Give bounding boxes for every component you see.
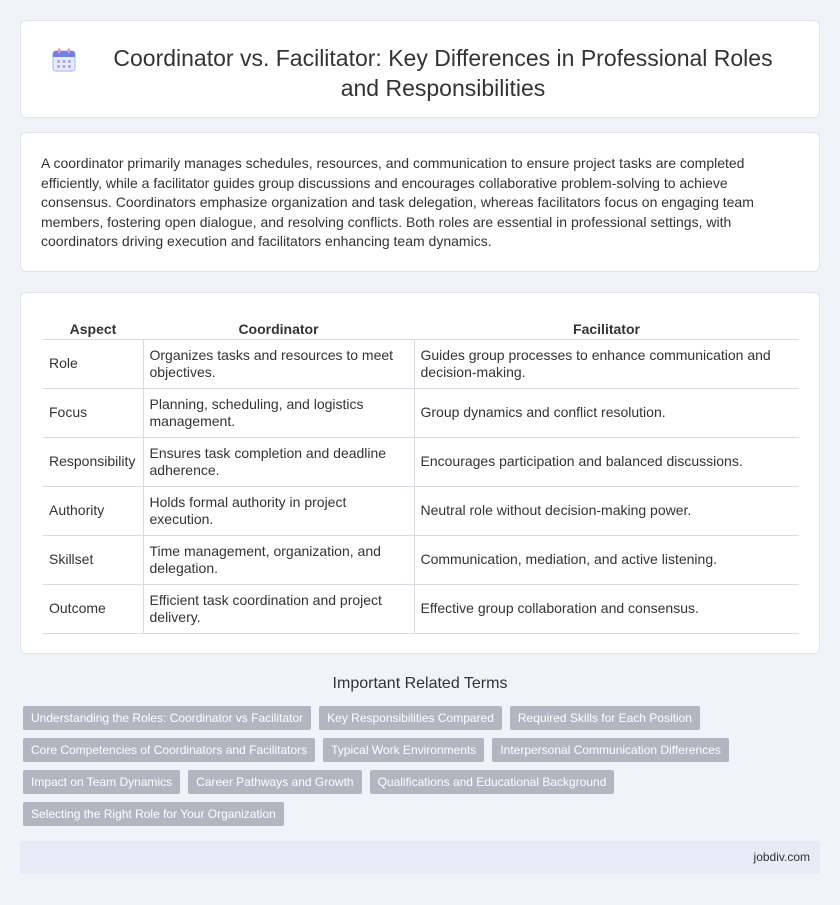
title-card: [20, 20, 820, 118]
facilitator-cell: Neutral role without decision-making power.: [414, 486, 799, 535]
footer: [20, 841, 820, 874]
coordinator-cell: Time management, organization, and delegation.: [143, 535, 414, 584]
facilitator-cell: Guides group processes to enhance communication and decision-making.: [414, 339, 799, 388]
aspect-cell: Responsibility: [43, 437, 143, 486]
table-header-row: [43, 313, 799, 339]
aspect-cell: Skillset: [43, 535, 143, 584]
related-term-tag[interactable]: Understanding the Roles: Coordinator vs Facilitator: [23, 706, 311, 730]
related-term-tag[interactable]: Selecting the Right Role for Your Organization: [23, 802, 284, 826]
facilitator-cell: Group dynamics and conflict resolution.: [414, 388, 799, 437]
table-row: [43, 388, 799, 437]
coordinator-cell: Organizes tasks and resources to meet objectives.: [143, 339, 414, 388]
related-terms-list: [23, 706, 823, 834]
comparison-table: [43, 313, 799, 634]
related-term-tag[interactable]: Impact on Team Dynamics: [23, 770, 180, 794]
coordinator-cell: Ensures task completion and deadline adherence.: [143, 437, 414, 486]
related-terms-title: Important Related Terms: [332, 675, 508, 692]
aspect-cell: Focus: [43, 388, 143, 437]
title-wrap: [21, 21, 819, 103]
related-term-tag[interactable]: Qualifications and Educational Background: [370, 770, 615, 794]
intro-paragraph: A coordinator primarily manages schedules, resources, and communication to ensure project tasks are completed efficiently, while a facilitator guides group discussions and encourages collaborative problem-solving to achieve consensus. Coordinators emphasize organization and task delegation, whereas facilitators focus on engaging team members, fostering open dialogue, and resolving conflicts. Both roles are essential in professional settings, with coordinators driving execution and facilitators enhancing team dynamics.: [41, 155, 754, 250]
header-facilitator: Facilitator: [414, 313, 799, 339]
facilitator-cell: Encourages participation and balanced discussions.: [414, 437, 799, 486]
table-row: [43, 437, 799, 486]
table-row: [43, 535, 799, 584]
intro-card: [20, 132, 820, 272]
tag-row: [23, 802, 823, 826]
page-title: Coordinator vs. Facilitator: Key Differences in Professional Roles and Responsibilities: [113, 45, 773, 101]
related-term-tag[interactable]: Typical Work Environments: [323, 738, 484, 762]
related-term-tag[interactable]: Required Skills for Each Position: [510, 706, 700, 730]
aspect-cell: Role: [43, 339, 143, 388]
header-coordinator: Coordinator: [143, 313, 414, 339]
header-aspect: Aspect: [43, 313, 143, 339]
related-term-tag[interactable]: Core Competencies of Coordinators and Facilitators: [23, 738, 315, 762]
facilitator-cell: Effective group collaboration and consensus.: [414, 584, 799, 633]
coordinator-cell: Planning, scheduling, and logistics management.: [143, 388, 414, 437]
table-row: [43, 584, 799, 633]
footer-site-link[interactable]: jobdiv.com: [753, 850, 810, 864]
related-term-tag[interactable]: Interpersonal Communication Differences: [492, 738, 729, 762]
calendar-icon: [51, 47, 77, 73]
tag-row: [23, 706, 823, 730]
tag-row: [23, 770, 823, 794]
tag-row: [23, 738, 823, 762]
aspect-cell: Outcome: [43, 584, 143, 633]
comparison-table-card: [20, 292, 820, 654]
aspect-cell: Authority: [43, 486, 143, 535]
table-row: [43, 486, 799, 535]
coordinator-cell: Efficient task coordination and project delivery.: [143, 584, 414, 633]
related-term-tag[interactable]: Key Responsibilities Compared: [319, 706, 502, 730]
table-row: [43, 339, 799, 388]
related-term-tag[interactable]: Career Pathways and Growth: [188, 770, 361, 794]
facilitator-cell: Communication, mediation, and active listening.: [414, 535, 799, 584]
coordinator-cell: Holds formal authority in project execution.: [143, 486, 414, 535]
